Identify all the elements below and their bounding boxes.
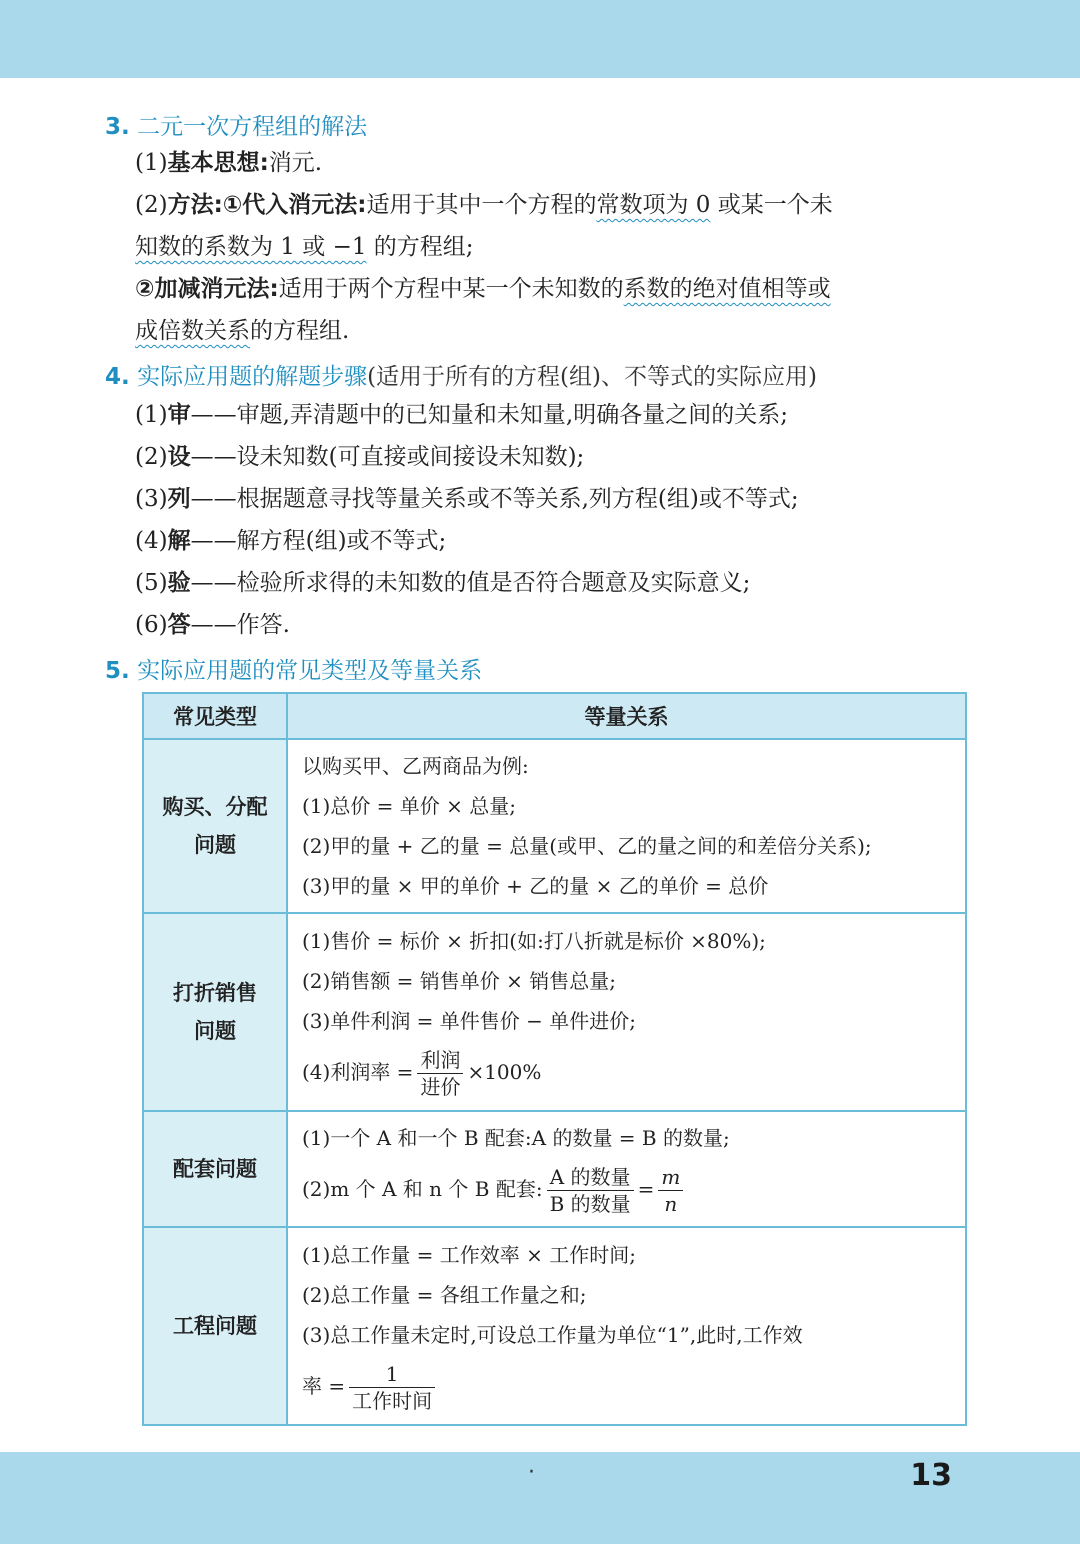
relation-cell: 以购买甲、乙两商品为例: (1)总价 = 单价 × 总量; (2)甲的量 + 乙的量 = 总量(或甲、乙的量之间的和差倍分关系); (3)甲的量 × 甲的单价 + 乙的量 × 乙的单价 = 总价 xyxy=(287,739,966,913)
relation-cell: (1)一个 A 和一个 B 配套:A 的数量 = B 的数量; (2)m 个 A 和 n 个 B 配套: $\frac{\text{A 的数量}}{\text{B 的数量}}$ = $\frac{m}{n}$ xyxy=(287,1111,966,1227)
footer-dot: · xyxy=(528,1460,535,1485)
page-number: 13 xyxy=(910,1458,952,1493)
s4-step-1: (1)审——审题,弄清题中的已知量和未知量,明确各量之间的关系; xyxy=(135,402,788,428)
s4-step-3: (3)列——根据题意寻找等量关系或不等关系,列方程(组)或不等式; xyxy=(135,486,799,512)
fraction: $\frac{1}{\text{工作时间}}$ xyxy=(349,1361,435,1414)
table-row xyxy=(143,1111,966,1227)
matching-formula: (2)m 个 A 和 n 个 B 配套: $\frac{\text{A 的数量}}{\text{B 的数量}}$ = $\frac{m}{n}$ xyxy=(302,1158,951,1220)
fraction: $\frac{\text{A 的数量}}{\text{B 的数量}}$ xyxy=(547,1164,634,1217)
s4-step-2: (2)设——设未知数(可直接或间接设未知数); xyxy=(135,444,585,470)
col-relation-header: 等量关系 xyxy=(287,693,966,739)
s4-step-4: (4)解——解方程(组)或不等式; xyxy=(135,528,447,554)
table-row xyxy=(143,739,966,913)
section-5-heading: 5. 实际应用题的常见类型及等量关系 xyxy=(105,658,483,684)
table-row xyxy=(143,913,966,1111)
s3-line-3: 知数的系数为 1 或 −1 的方程组; xyxy=(135,234,474,260)
relations-table xyxy=(142,692,967,1426)
s3-line-2: (2)方法:①代入消元法:适用于其中一个方程的常数项为 0 或某一个未 xyxy=(135,192,833,218)
top-band xyxy=(0,0,1080,78)
s4-step-5: (5)验——检验所求得的未知数的值是否符合题意及实际意义; xyxy=(135,570,751,596)
fraction: $\frac{\text{利润}}{\text{进价}}$ xyxy=(417,1047,463,1100)
section-3-heading: 3. 二元一次方程组的解法 xyxy=(105,114,368,140)
section-4-heading: 4. 实际应用题的解题步骤(适用于所有的方程(组)、不等式的实际应用) xyxy=(105,364,817,390)
s3-line-4: ②加减消元法:适用于两个方程中某一个未知数的系数的绝对值相等或 xyxy=(135,276,831,302)
s3-line-1: (1)基本思想:消元. xyxy=(135,150,323,176)
profit-rate-formula: (4)利润率 = $\frac{\text{利润}}{\text{进价}}$ ×100% xyxy=(302,1048,542,1099)
type-cell: 购买、分配 问题 xyxy=(143,739,287,913)
relation-cell: (1)售价 = 标价 × 折扣(如:打八折就是标价 ×80%); (2)销售额 = 销售单价 × 销售总量; (3)单件利润 = 单件售价 − 单件进价; (4)利润率 = $\frac{\text{利润}}{\text{进价}}$ ×100% xyxy=(287,913,966,1111)
relation-cell: (1)总工作量 = 工作效率 × 工作时间; (2)总工作量 = 各组工作量之和; (3)总工作量未定时,可设总工作量为单位“1”,此时,工作效 率 = $\frac{1}{\text{工作时间}}$ xyxy=(287,1227,966,1425)
type-cell: 打折销售 问题 xyxy=(143,913,287,1111)
col-type-header: 常见类型 xyxy=(143,693,287,739)
s4-step-6: (6)答——作答. xyxy=(135,612,290,638)
type-cell: 工程问题 xyxy=(143,1227,287,1425)
fraction: $\frac{m}{n}$ xyxy=(658,1164,683,1217)
s3-line-5: 成倍数关系的方程组. xyxy=(135,318,350,344)
table-header-row xyxy=(143,693,966,739)
efficiency-formula: 率 = $\frac{1}{\text{工作时间}}$ xyxy=(302,1355,951,1417)
type-cell: 配套问题 xyxy=(143,1111,287,1227)
table-row xyxy=(143,1227,966,1425)
